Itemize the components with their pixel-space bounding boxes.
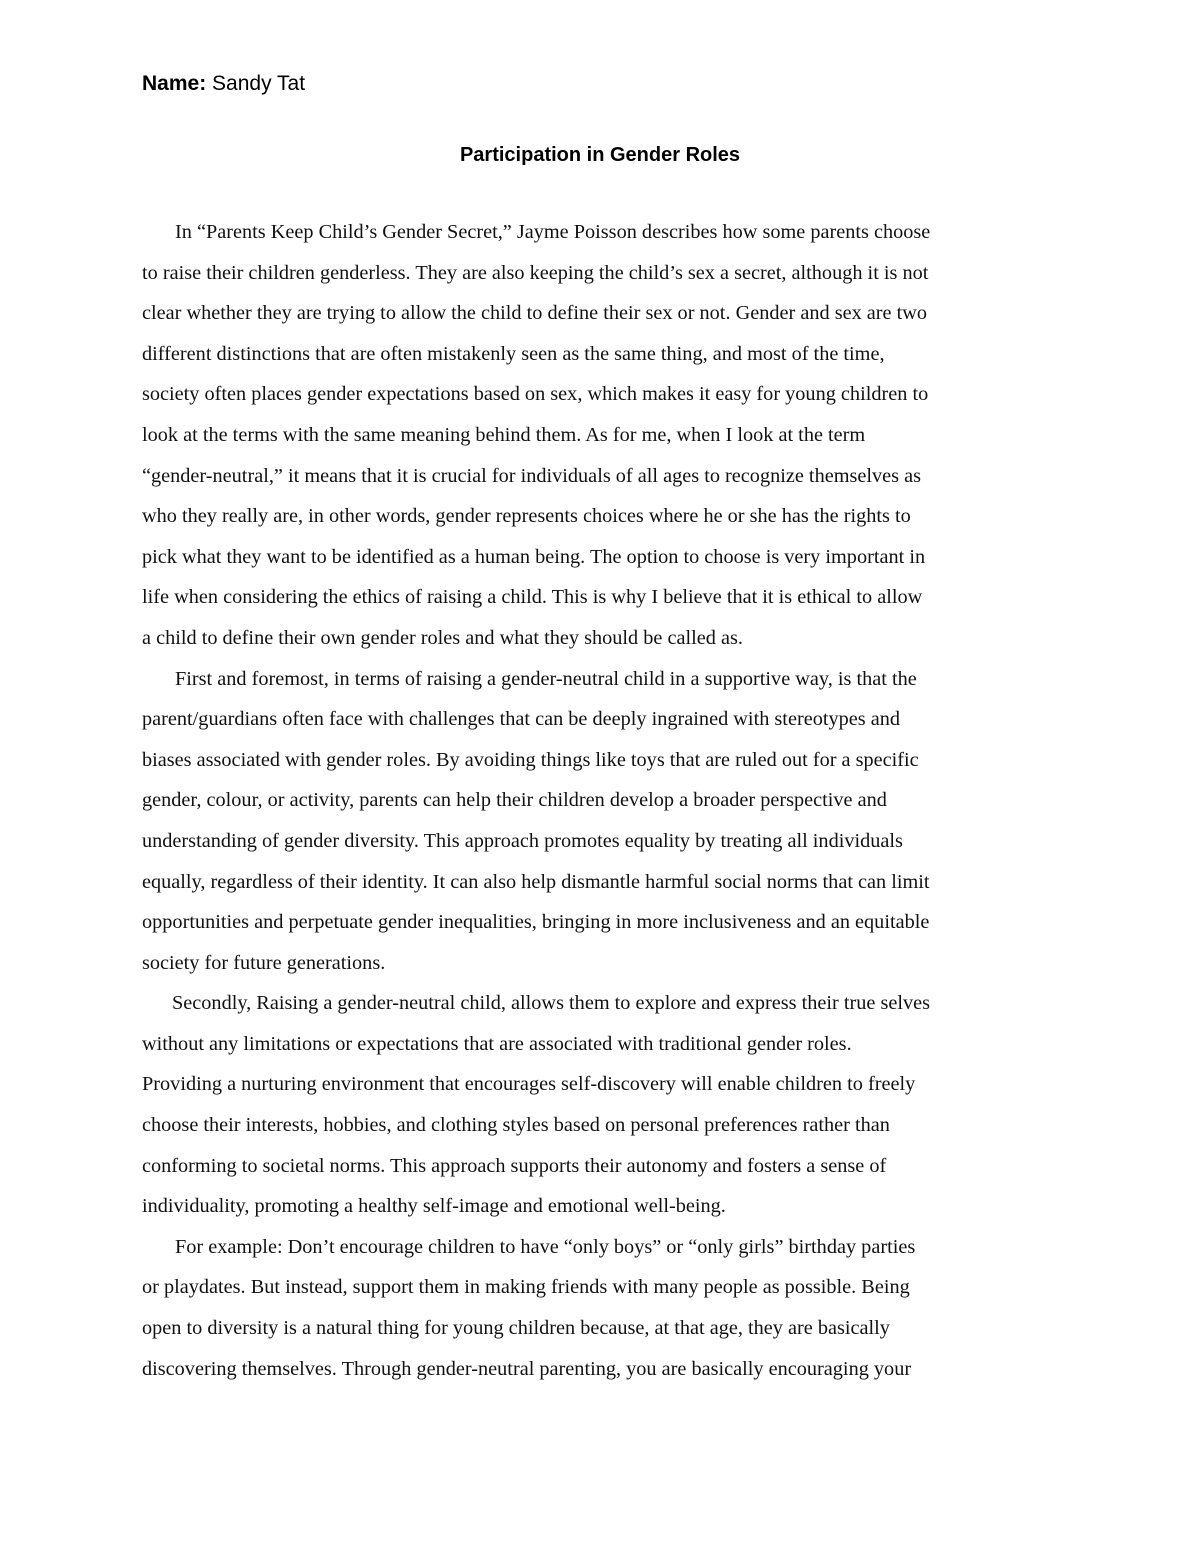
text-line: different distinctions that are often mistakenly seen as the same thing, and most of the time, bbox=[142, 342, 885, 365]
text-line: open to diversity is a natural thing for young children because, at that age, they are basically bbox=[142, 1317, 890, 1340]
text-line: Secondly, Raising a gender-neutral child, allows them to explore and express their true selves bbox=[172, 992, 931, 1015]
text-line: parent/guardians often face with challenges that can be deeply ingrained with stereotypes and bbox=[142, 708, 901, 731]
document-title: Participation in Gender Roles bbox=[459, 144, 741, 166]
text-line: or playdates. But instead, support them in making friends with many people as possible. Being bbox=[142, 1276, 910, 1299]
text-line: who they really are, in other words, gender represents choices where he or she has the rights to bbox=[142, 505, 911, 528]
document-body bbox=[142, 212, 1082, 1389]
text-line: clear whether they are trying to allow the child to define their sex or not. Gender and sex are two bbox=[142, 302, 928, 325]
text-line: individuality, promoting a healthy self-image and emotional well-being. bbox=[142, 1195, 726, 1218]
text-line: conforming to societal norms. This approach supports their autonomy and fosters a sense of bbox=[142, 1154, 887, 1177]
text-line: choose their interests, hobbies, and clothing styles based on personal preferences rather than bbox=[142, 1114, 890, 1137]
text-line: understanding of gender diversity. This approach promotes equality by treating all individuals bbox=[142, 829, 903, 852]
author-name: Sandy Tat bbox=[212, 72, 306, 95]
text-line: without any limitations or expectations that are associated with traditional gender roles. bbox=[142, 1032, 852, 1055]
text-line: life when considering the ethics of raising a child. This is why I believe that it is ethical to allow bbox=[142, 586, 923, 609]
text-line: a child to define their own gender roles and what they should be called as. bbox=[142, 626, 743, 649]
text-line: look at the terms with the same meaning behind them. As for me, when I look at the term bbox=[142, 423, 866, 446]
text-line: pick what they want to be identified as a human being. The option to choose is very important in bbox=[142, 545, 926, 568]
text-line: First and foremost, in terms of raising a gender-neutral child in a supportive way, is that the bbox=[175, 667, 917, 690]
text-line: to raise their children genderless. They are also keeping the child’s sex a secret, although it is not bbox=[142, 261, 929, 284]
text-line: society for future generations. bbox=[142, 951, 386, 974]
text-line: “gender-neutral,” it means that it is crucial for individuals of all ages to recognize themselves as bbox=[142, 464, 922, 487]
text-line: biases associated with gender roles. By avoiding things like toys that are ruled out for a specific bbox=[142, 748, 919, 771]
text-line: Providing a nurturing environment that encourages self-discovery will enable children to freely bbox=[142, 1073, 916, 1096]
text-line: society often places gender expectations based on sex, which makes it easy for young children to bbox=[142, 383, 929, 406]
name-label: Name: bbox=[142, 72, 207, 95]
text-line: equally, regardless of their identity. It can also help dismantle harmful social norms that can limit bbox=[142, 870, 930, 893]
text-line: In “Parents Keep Child’s Gender Secret,” Jayme Poisson describes how some parents choose bbox=[175, 221, 931, 243]
text-line: opportunities and perpetuate gender inequalities, bringing in more inclusiveness and an equitable bbox=[142, 911, 930, 934]
author-line bbox=[142, 72, 305, 96]
text-line: gender, colour, or activity, parents can help their children develop a broader perspective and bbox=[142, 789, 887, 812]
text-line: For example: Don’t encourage children to have “only boys” or “only girls” birthday parties bbox=[175, 1235, 916, 1258]
text-line: discovering themselves. Through gender-neutral parenting, you are basically encouraging your bbox=[142, 1357, 912, 1380]
